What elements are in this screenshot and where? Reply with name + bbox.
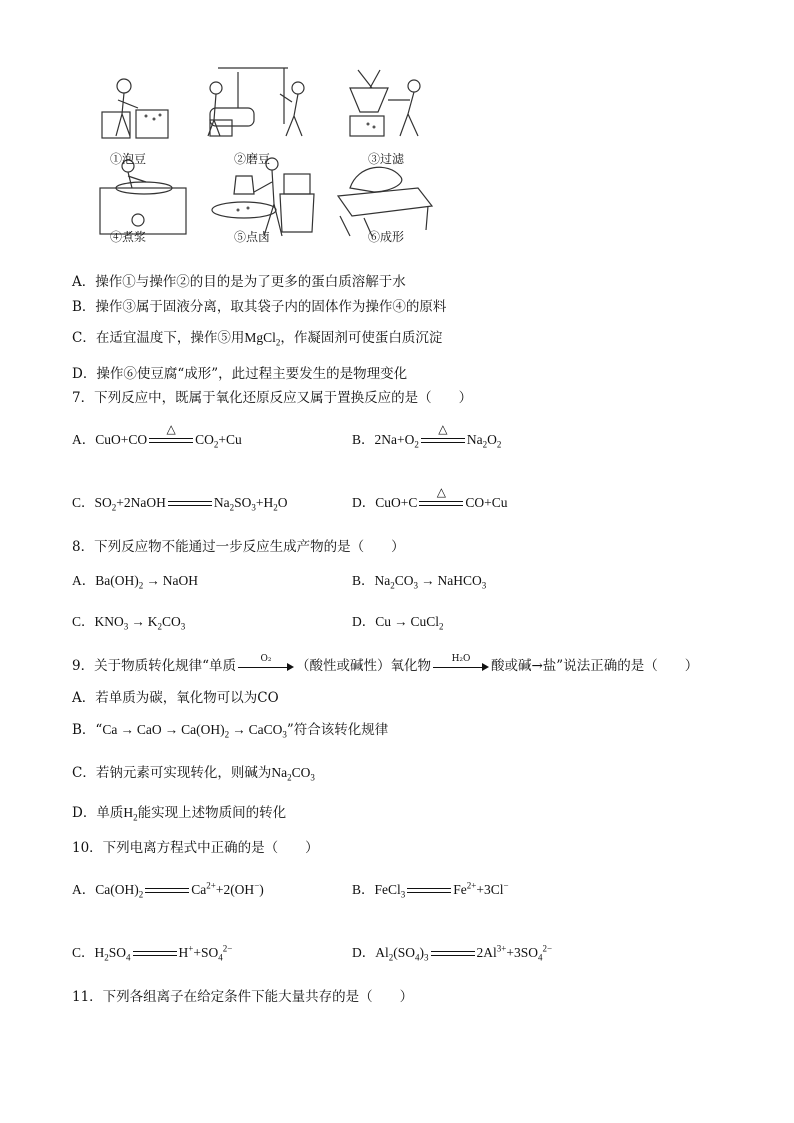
equals-sign [431,949,475,959]
q9-option-b: B．“Ca → CaO → $Ca(OH)_2$ → CaCO$_3$”符合该转化规律 [72,722,389,740]
q8-option-d: D．Cu → CuCl$_2$ [352,614,444,632]
q7-option-c: C．$SO_2+2NaOH$ $Na_2SO_3+H_2O$ [72,495,288,513]
q7-option-a: A．CuO+CO △ $CO_2+Cu$ [72,421,242,450]
q7-option-d: D．CuO+C △ CO+Cu [352,484,508,510]
caption-step-6: ⑥成形 [367,230,404,244]
q7-stem: 7．下列反应中，既属于氧化还原反应又属于置换反应的是（ ） [72,390,473,406]
q6-option-b: B．操作③属于固液分离，取其袋子内的固体作为操作④的原料 [72,299,447,315]
equals-sign [145,886,189,896]
heat-equals-sign: △ [421,436,465,446]
equals-sign [133,949,177,959]
q11-stem: 11．下列各组离子在给定条件下能大量共存的是（ ） [72,989,414,1005]
q8-option-b: B．$Na_2CO_3$ → NaHCO$_3$ [352,573,487,591]
tofu-process-figure [88,64,438,244]
q6-option-a: A．操作①与操作②的目的是为了更多的蛋白质溶解于水 [72,274,406,290]
h2o-arrow: H₂O [433,662,489,672]
q10-option-b: B．FeCl$_3$ $Fe^{2+}+3Cl^-$ [352,880,509,900]
q10-option-a: A．$Ca(OH)_2$ $Ca^{2+}+2(OH^-)$ [72,880,264,900]
q9-option-d: D．单质$H_2$能实现上述物质间的转化 [72,805,287,823]
equals-sign [407,886,451,896]
caption-step-4: ④煮浆 [109,230,146,244]
caption-step-2: ②磨豆 [233,152,270,166]
heat-equals-sign: △ [419,499,463,509]
q8-option-a: A．$Ba(OH)_2$ → NaOH [72,573,198,591]
caption-step-5: ⑤点卤 [233,230,270,244]
equals-sign [168,499,212,509]
q10-stem: 10．下列电离方程式中正确的是（ ） [72,840,319,856]
q8-stem: 8．下列反应物不能通过一步反应生成产物的是（ ） [72,539,405,555]
q10-option-d: D．$Al_2(SO_4)_3$ $2Al^{3+}+3SO_4^{2-}$ [352,943,553,963]
q7-option-b: B．$2Na+O_2$ △ $Na_2O_2$ [352,421,502,450]
heat-equals-sign: △ [149,436,193,446]
q9-stem: 9．关于物质转化规律“单质 O₂ （酸性或碱性）氧化物 H₂O 酸或碱→盐”说法正确的是（ ） [72,653,699,674]
q6-option-d: D．操作⑥使豆腐“成形”，此过程主要发生的是物理变化 [72,366,408,382]
q10-option-c: C．$H_2SO_4$ $H^++SO_4^{2-}$ [72,943,233,963]
caption-step-3: ③过滤 [367,152,404,166]
o2-arrow: O₂ [238,662,294,672]
q8-option-c: C．$KNO_3 \to K_2CO_3$ [72,614,186,632]
q6-option-c: C．在适宜温度下，操作⑤用MgCl$_2$，作凝固剂可使蛋白质沉淀 [72,330,443,348]
q9-option-c: C．若钠元素可实现转化，则碱为$Na_2CO_3$ [72,765,315,783]
mgcl2-formula: MgCl$_2$ [244,330,281,348]
caption-step-1: ①泡豆 [109,152,146,166]
q9-option-a: A．若单质为碳，氧化物可以为CO [72,690,279,706]
